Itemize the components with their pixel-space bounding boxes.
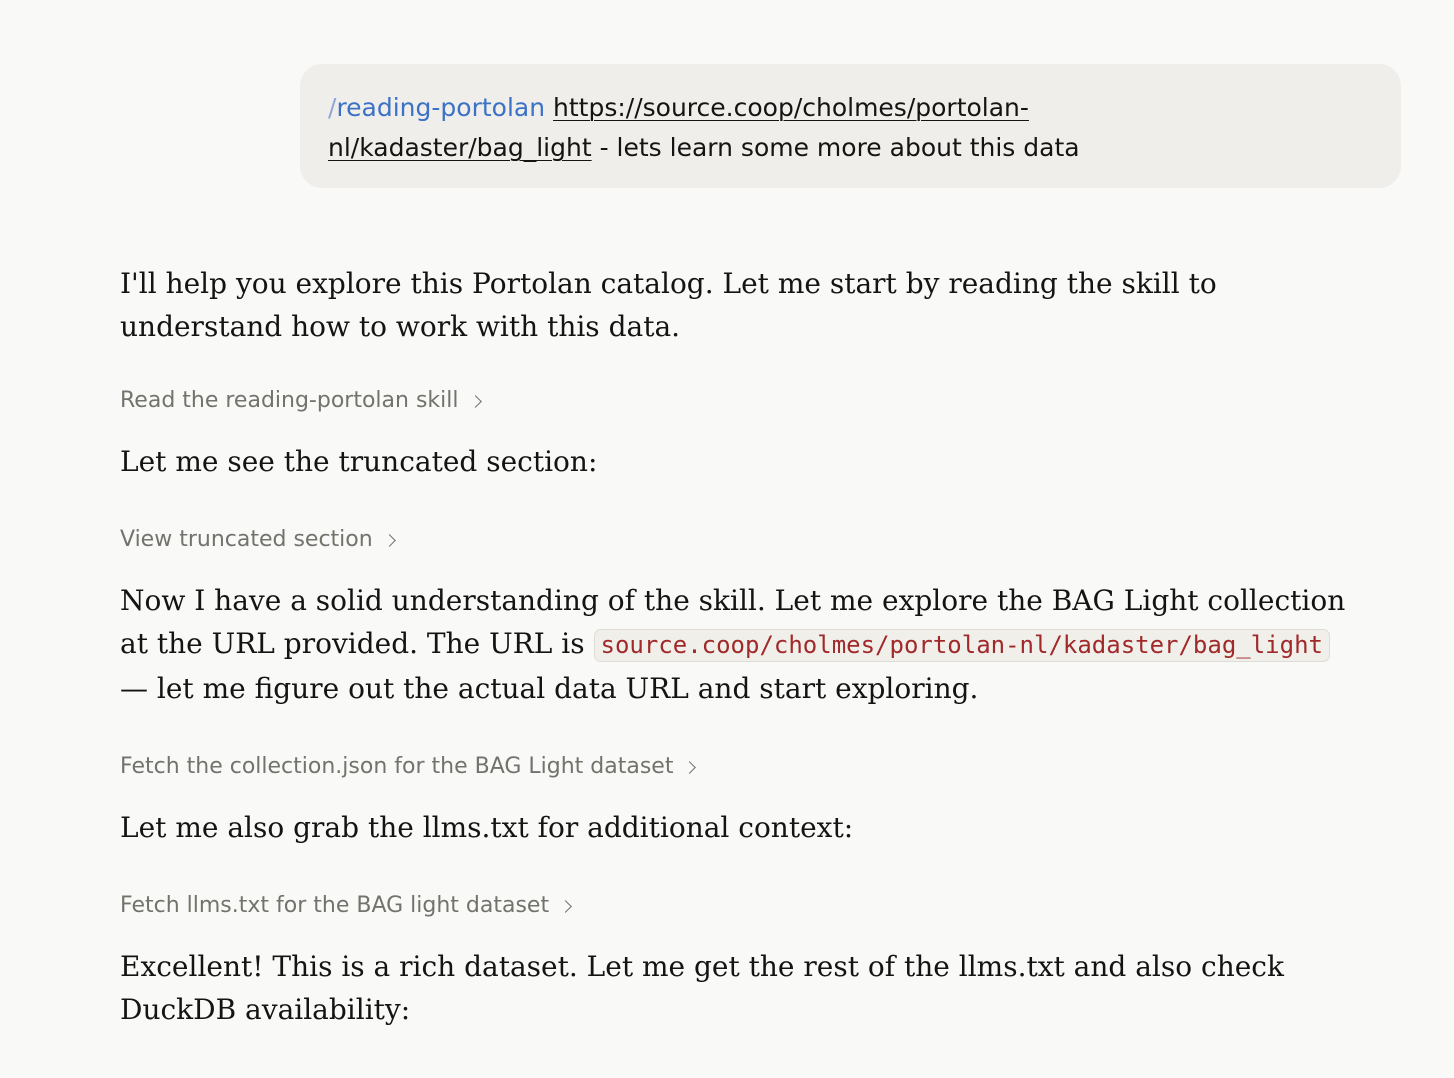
- url-line-1: https://source.coop/cholmes/portolan-: [553, 93, 1029, 122]
- paragraph-text-after-code: — let me figure out the actual data URL and start exploring.: [120, 672, 979, 705]
- paragraph-text-before-code: Now I have a solid understanding of the skill. Let me explore the BAG Light collection at the URL provided. The URL is: [120, 584, 1346, 660]
- user-message-bubble: [300, 64, 1401, 188]
- assistant-paragraph-truncated: Let me see the truncated section:: [120, 445, 598, 478]
- url-line-2: nl/kadaster/bag_light: [328, 133, 592, 162]
- slash-command-prefix: /: [328, 93, 337, 122]
- tool-call-fetch-llms[interactable]: [120, 891, 570, 921]
- tool-call-label: Read the reading-portolan skill: [120, 388, 459, 413]
- assistant-paragraph-excellent: Excellent! This is a rich dataset. Let me get the rest of the llms.txt and also check DuckDB availability:: [120, 950, 1284, 1026]
- chevron-right-icon: [684, 761, 697, 774]
- inline-code-url: source.coop/cholmes/portolan-nl/kadaster/bag_light: [594, 629, 1330, 662]
- assistant-paragraph-llms: Let me also grab the llms.txt for additional context:: [120, 811, 854, 844]
- tool-call-view-truncated[interactable]: [120, 525, 394, 555]
- chevron-right-icon: [469, 395, 482, 408]
- assistant-paragraph-understanding: [120, 579, 1360, 710]
- tool-call-read-skill[interactable]: [120, 386, 480, 416]
- tool-call-label: View truncated section: [120, 527, 373, 552]
- tool-call-label: Fetch the collection.json for the BAG Light dataset: [120, 754, 674, 779]
- slash-command-name[interactable]: reading-portolan: [336, 93, 546, 122]
- assistant-response: [120, 262, 1360, 1031]
- user-message-text: - lets learn some more about this data: [591, 133, 1080, 162]
- chevron-right-icon: [559, 900, 572, 913]
- chevron-right-icon: [383, 534, 396, 547]
- assistant-intro-paragraph: I'll help you explore this Portolan catalog. Let me start by reading the skill to understand how to work with this data.: [120, 267, 1217, 343]
- tool-call-label: Fetch llms.txt for the BAG light dataset: [120, 893, 550, 918]
- tool-call-fetch-collection[interactable]: [120, 752, 694, 782]
